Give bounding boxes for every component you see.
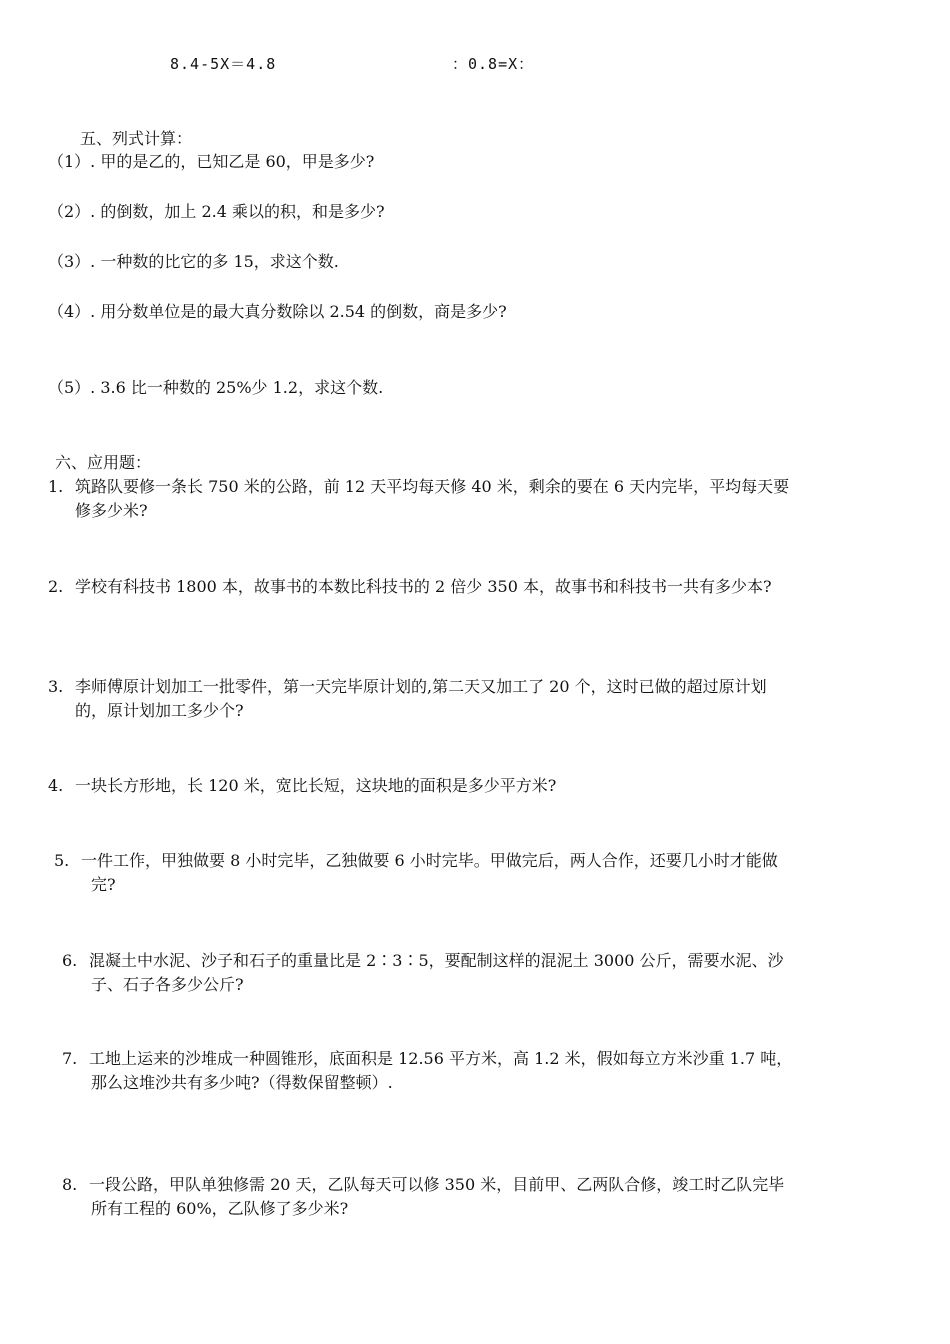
problem-number: 4. (48, 776, 64, 795)
problem-number: 1. (48, 477, 64, 496)
problem-line: 李师傅原计划加工一批零件，第一天完毕原计划的,第二天又加工了 20 个，这时已做的超过原计划 (75, 677, 767, 696)
problem-line: 修多少米? (75, 501, 148, 520)
problem-line: 筑路队要修一条长 750 米的公路，前 12 天平均每天修 40 米，剩余的要在 6 天内完毕，平均每天要 (75, 477, 790, 496)
problem-number: 2. (48, 577, 64, 596)
calc-item-4: （4）. 用分数单位是的最大真分数除以 2.54 的倒数，商是多少? (48, 302, 507, 321)
equation-right: ：0.8=X： (452, 55, 535, 73)
section6-heading: 六、应用题： (55, 453, 152, 472)
calc-item-2: （2）. 的倒数，加上 2.4 乘以的积，和是多少? (48, 202, 385, 221)
problem-line: 工地上运来的沙堆成一种圆锥形，底面积是 12.56 平方米，高 1.2 米，假如每立方米沙重 1.7 吨， (89, 1049, 793, 1068)
problem-line: 子、石子各多少公斤? (91, 975, 244, 994)
problem-line: 所有工程的 60%，乙队修了多少米? (91, 1199, 349, 1218)
calc-item-5: （5）. 3.6 比一种数的 25%少 1.2，求这个数. (48, 378, 384, 397)
problem-line: 那么这堆沙共有多少吨?（得数保留整顿）. (91, 1073, 393, 1092)
problem-line: 一件工作，甲独做要 8 小时完毕，乙独做要 6 小时完毕。甲做完后，两人合作，还要几小时才能做 (81, 851, 778, 870)
problem-line: 一段公路，甲队单独修需 20 天，乙队每天可以修 350 米，目前甲、乙两队合修，竣工时乙队完毕 (89, 1175, 785, 1194)
problem-line: 混凝土中水泥、沙子和石子的重量比是 2∶3∶5，要配制这样的混泥土 3000 公斤，需要水泥、沙 (89, 951, 784, 970)
section5-heading: 五、列式计算： (80, 129, 193, 148)
problem-line: 完? (91, 875, 116, 894)
problem-number: 7. (62, 1049, 78, 1068)
problem-number: 3. (48, 677, 64, 696)
problem-number: 6. (62, 951, 78, 970)
problem-number: 8. (62, 1175, 78, 1194)
problem-number: 5. (54, 851, 70, 870)
calc-item-1: （1）. 甲的是乙的，已知乙是 60，甲是多少? (48, 152, 375, 171)
equation-left: 8.4-5X＝4.8 (170, 55, 277, 73)
problem-line: 的，原计划加工多少个? (75, 701, 244, 720)
problem-line: 一块长方形地，长 120 米，宽比长短，这块地的面积是多少平方米? (75, 776, 557, 795)
calc-item-3: （3）. 一种数的比它的多 15，求这个数. (48, 252, 339, 271)
problem-line: 学校有科技书 1800 本，故事书的本数比科技书的 2 倍少 350 本，故事书和科技书一共有多少本? (75, 577, 772, 596)
